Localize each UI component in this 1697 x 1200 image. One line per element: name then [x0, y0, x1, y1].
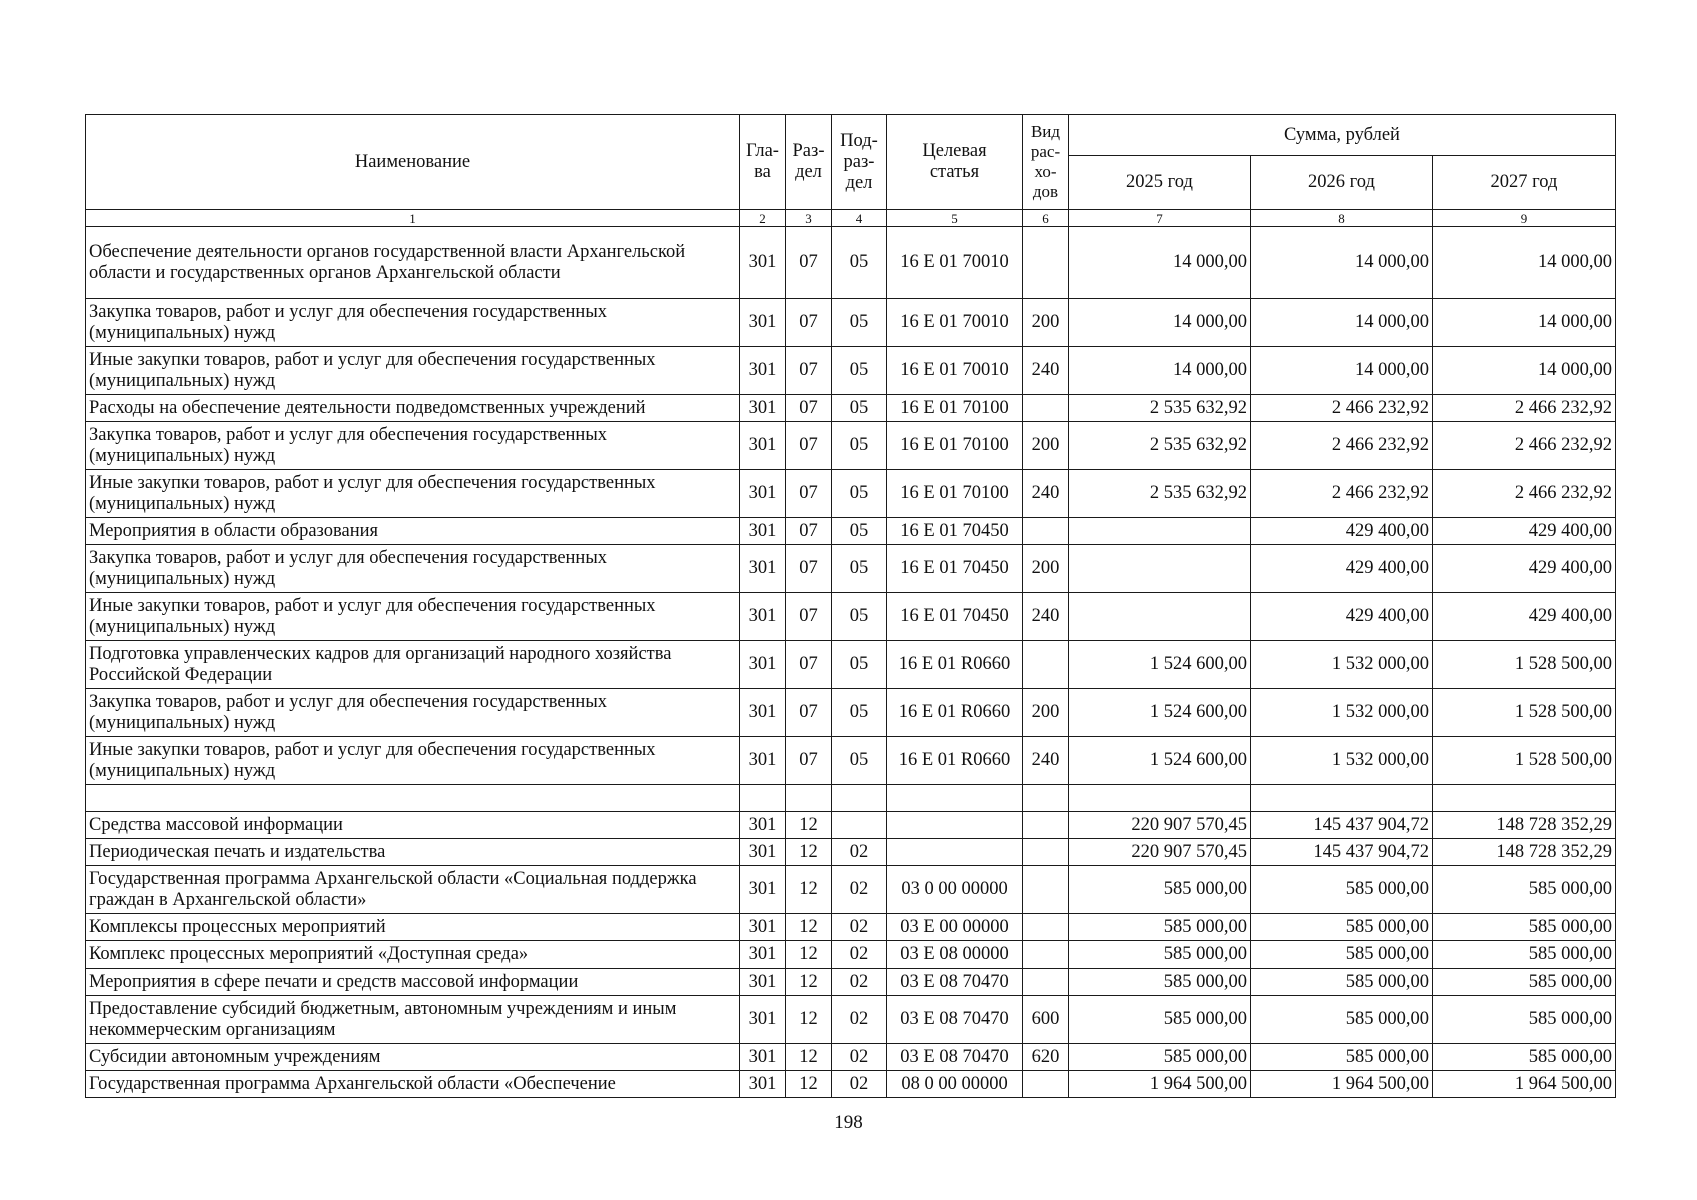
colnum: 2	[740, 210, 786, 227]
row-tselevaya-statya	[887, 812, 1023, 839]
table-row	[86, 593, 1616, 641]
row-podrazdel: 05	[832, 518, 887, 545]
row-name: Иные закупки товаров, работ и услуг для обеспечения государственных (муниципальных) нужд	[86, 593, 740, 641]
row-name: Периодическая печать и издательства	[86, 839, 740, 866]
row-tselevaya-statya: 16 Е 01 70100	[887, 422, 1023, 470]
table-row	[86, 518, 1616, 545]
row-name: Субсидии автономным учреждениям	[86, 1044, 740, 1071]
row-glava: 301	[740, 395, 786, 422]
row-tselevaya-statya: 16 Е 01 R0660	[887, 689, 1023, 737]
row-sum-2025: 585 000,00	[1069, 941, 1251, 969]
row-razdel: 07	[786, 518, 832, 545]
row-podrazdel: 02	[832, 866, 887, 914]
row-sum-2026: 14 000,00	[1251, 227, 1433, 299]
row-podrazdel: 02	[832, 996, 887, 1044]
header-vid-raskhodov: Вид рас- хо- дов	[1023, 115, 1069, 210]
row-sum-2025: 1 524 600,00	[1069, 689, 1251, 737]
row-razdel: 12	[786, 1071, 832, 1098]
row-sum-2027: 2 466 232,92	[1433, 395, 1616, 422]
row-name: Средства массовой информации	[86, 812, 740, 839]
row-podrazdel: 05	[832, 593, 887, 641]
header-name: Наименование	[86, 115, 740, 210]
row-razdel: 07	[786, 227, 832, 299]
row-sum-2027: 1 528 500,00	[1433, 641, 1616, 689]
row-vid-raskhodov: 620	[1023, 1044, 1069, 1071]
table-row	[86, 227, 1616, 299]
row-razdel: 12	[786, 969, 832, 996]
row-vid-raskhodov	[1023, 812, 1069, 839]
row-sum-2025: 1 964 500,00	[1069, 1071, 1251, 1098]
row-razdel	[786, 785, 832, 812]
budget-table	[85, 114, 1616, 1098]
row-name: Государственная программа Архангельской области «Социальная поддержка граждан в Архангельской области»	[86, 866, 740, 914]
header-year-2026: 2026 год	[1251, 156, 1433, 210]
row-sum-2027: 14 000,00	[1433, 347, 1616, 395]
row-razdel: 07	[786, 593, 832, 641]
row-sum-2025: 585 000,00	[1069, 1044, 1251, 1071]
row-vid-raskhodov	[1023, 518, 1069, 545]
row-sum-2025	[1069, 545, 1251, 593]
row-sum-2027: 2 466 232,92	[1433, 422, 1616, 470]
row-vid-raskhodov: 240	[1023, 737, 1069, 785]
row-vid-raskhodov: 200	[1023, 422, 1069, 470]
row-tselevaya-statya: 03 Е 08 70470	[887, 969, 1023, 996]
row-vid-raskhodov	[1023, 395, 1069, 422]
table-row	[86, 422, 1616, 470]
row-vid-raskhodov	[1023, 839, 1069, 866]
row-sum-2027: 585 000,00	[1433, 941, 1616, 969]
row-tselevaya-statya: 16 Е 01 70450	[887, 545, 1023, 593]
row-vid-raskhodov	[1023, 941, 1069, 969]
header-razdel: Раз- дел	[786, 115, 832, 210]
row-vid-raskhodov	[1023, 969, 1069, 996]
row-podrazdel: 02	[832, 1071, 887, 1098]
row-tselevaya-statya: 03 0 00 00000	[887, 866, 1023, 914]
row-sum-2026: 14 000,00	[1251, 347, 1433, 395]
row-sum-2025: 14 000,00	[1069, 347, 1251, 395]
row-glava: 301	[740, 941, 786, 969]
colnum: 3	[786, 210, 832, 227]
row-sum-2027: 1 528 500,00	[1433, 689, 1616, 737]
row-tselevaya-statya: 03 Е 08 00000	[887, 941, 1023, 969]
colnum: 6	[1023, 210, 1069, 227]
row-glava: 301	[740, 914, 786, 941]
row-podrazdel: 05	[832, 737, 887, 785]
row-glava: 301	[740, 1071, 786, 1098]
row-sum-2026: 585 000,00	[1251, 866, 1433, 914]
row-podrazdel: 05	[832, 347, 887, 395]
row-glava: 301	[740, 227, 786, 299]
row-sum-2025: 220 907 570,45	[1069, 812, 1251, 839]
row-name: Предоставление субсидий бюджетным, автономным учреждениям и иным некоммерческим организациям	[86, 996, 740, 1044]
header-year-2025: 2025 год	[1069, 156, 1251, 210]
row-razdel: 07	[786, 470, 832, 518]
row-tselevaya-statya: 16 Е 01 R0660	[887, 641, 1023, 689]
row-sum-2025: 585 000,00	[1069, 866, 1251, 914]
table-row	[86, 737, 1616, 785]
row-sum-2025: 2 535 632,92	[1069, 422, 1251, 470]
row-glava: 301	[740, 839, 786, 866]
row-razdel: 07	[786, 545, 832, 593]
row-razdel: 07	[786, 422, 832, 470]
row-sum-2026: 2 466 232,92	[1251, 470, 1433, 518]
row-razdel: 12	[786, 839, 832, 866]
row-vid-raskhodov	[1023, 1071, 1069, 1098]
row-sum-2027: 585 000,00	[1433, 914, 1616, 941]
row-podrazdel: 05	[832, 227, 887, 299]
row-tselevaya-statya: 03 Е 08 70470	[887, 1044, 1023, 1071]
row-sum-2026: 585 000,00	[1251, 1044, 1433, 1071]
row-sum-2026: 429 400,00	[1251, 545, 1433, 593]
row-sum-2027: 429 400,00	[1433, 518, 1616, 545]
row-glava: 301	[740, 1044, 786, 1071]
table-row	[86, 1044, 1616, 1071]
row-name: Мероприятия в области образования	[86, 518, 740, 545]
row-name: Государственная программа Архангельской области «Обеспечение	[86, 1071, 740, 1098]
header-year-2027: 2027 год	[1433, 156, 1616, 210]
table-row	[86, 1071, 1616, 1098]
table-row	[86, 395, 1616, 422]
row-razdel: 07	[786, 395, 832, 422]
row-vid-raskhodov: 240	[1023, 347, 1069, 395]
row-sum-2025: 14 000,00	[1069, 227, 1251, 299]
row-glava: 301	[740, 545, 786, 593]
row-tselevaya-statya	[887, 785, 1023, 812]
row-vid-raskhodov	[1023, 227, 1069, 299]
row-glava: 301	[740, 299, 786, 347]
row-sum-2027: 14 000,00	[1433, 227, 1616, 299]
colnum: 1	[86, 210, 740, 227]
row-sum-2026	[1251, 785, 1433, 812]
row-razdel: 07	[786, 641, 832, 689]
row-glava: 301	[740, 422, 786, 470]
row-vid-raskhodov	[1023, 866, 1069, 914]
row-sum-2025: 585 000,00	[1069, 969, 1251, 996]
row-name: Комплексы процессных мероприятий	[86, 914, 740, 941]
row-glava: 301	[740, 866, 786, 914]
row-name: Иные закупки товаров, работ и услуг для обеспечения государственных (муниципальных) нужд	[86, 347, 740, 395]
row-vid-raskhodov	[1023, 641, 1069, 689]
row-sum-2025: 1 524 600,00	[1069, 641, 1251, 689]
table-row	[86, 689, 1616, 737]
row-tselevaya-statya: 16 Е 01 70010	[887, 299, 1023, 347]
row-tselevaya-statya: 03 Е 00 00000	[887, 914, 1023, 941]
row-sum-2026: 429 400,00	[1251, 518, 1433, 545]
table-row	[86, 914, 1616, 941]
row-sum-2027: 585 000,00	[1433, 969, 1616, 996]
row-razdel: 12	[786, 812, 832, 839]
header-summa: Сумма, рублей	[1069, 115, 1616, 156]
row-sum-2026: 2 466 232,92	[1251, 422, 1433, 470]
row-sum-2027: 2 466 232,92	[1433, 470, 1616, 518]
row-glava: 301	[740, 996, 786, 1044]
row-razdel: 07	[786, 689, 832, 737]
row-glava: 301	[740, 737, 786, 785]
table-row	[86, 641, 1616, 689]
row-sum-2025	[1069, 593, 1251, 641]
row-razdel: 12	[786, 914, 832, 941]
row-podrazdel: 02	[832, 969, 887, 996]
row-sum-2027	[1433, 785, 1616, 812]
table-body	[86, 227, 1616, 1098]
row-sum-2026: 1 532 000,00	[1251, 641, 1433, 689]
row-podrazdel: 05	[832, 641, 887, 689]
row-vid-raskhodov	[1023, 914, 1069, 941]
row-sum-2026: 145 437 904,72	[1251, 839, 1433, 866]
row-vid-raskhodov: 240	[1023, 470, 1069, 518]
row-podrazdel: 02	[832, 839, 887, 866]
row-sum-2026: 585 000,00	[1251, 941, 1433, 969]
row-tselevaya-statya: 16 Е 01 70450	[887, 593, 1023, 641]
table-row	[86, 347, 1616, 395]
row-tselevaya-statya: 16 Е 01 70100	[887, 470, 1023, 518]
row-sum-2026: 1 964 500,00	[1251, 1071, 1433, 1098]
row-sum-2025	[1069, 518, 1251, 545]
row-name: Иные закупки товаров, работ и услуг для обеспечения государственных (муниципальных) нужд	[86, 737, 740, 785]
row-tselevaya-statya: 03 Е 08 70470	[887, 996, 1023, 1044]
table-row	[86, 470, 1616, 518]
row-sum-2026: 585 000,00	[1251, 996, 1433, 1044]
row-podrazdel: 02	[832, 941, 887, 969]
row-sum-2027: 14 000,00	[1433, 299, 1616, 347]
row-sum-2025: 14 000,00	[1069, 299, 1251, 347]
row-sum-2026: 14 000,00	[1251, 299, 1433, 347]
header-glava: Гла- ва	[740, 115, 786, 210]
row-razdel: 07	[786, 299, 832, 347]
row-sum-2025: 585 000,00	[1069, 996, 1251, 1044]
row-name: Расходы на обеспечение деятельности подведомственных учреждений	[86, 395, 740, 422]
table-row	[86, 839, 1616, 866]
row-name: Закупка товаров, работ и услуг для обеспечения государственных (муниципальных) нужд	[86, 689, 740, 737]
row-vid-raskhodov: 200	[1023, 299, 1069, 347]
row-sum-2027: 429 400,00	[1433, 593, 1616, 641]
row-name	[86, 785, 740, 812]
row-razdel: 12	[786, 1044, 832, 1071]
row-podrazdel: 02	[832, 914, 887, 941]
row-sum-2026: 145 437 904,72	[1251, 812, 1433, 839]
row-podrazdel	[832, 812, 887, 839]
row-sum-2025: 1 524 600,00	[1069, 737, 1251, 785]
row-razdel: 12	[786, 941, 832, 969]
row-razdel: 12	[786, 996, 832, 1044]
row-razdel: 07	[786, 347, 832, 395]
row-tselevaya-statya: 08 0 00 00000	[887, 1071, 1023, 1098]
row-name: Закупка товаров, работ и услуг для обеспечения государственных (муниципальных) нужд	[86, 422, 740, 470]
row-sum-2026: 585 000,00	[1251, 969, 1433, 996]
row-vid-raskhodov: 240	[1023, 593, 1069, 641]
row-tselevaya-statya: 16 Е 01 70010	[887, 347, 1023, 395]
table-row	[86, 996, 1616, 1044]
row-glava: 301	[740, 641, 786, 689]
row-podrazdel: 05	[832, 395, 887, 422]
row-name: Обеспечение деятельности органов государственной власти Архангельской области и государственных органов Архангельской области	[86, 227, 740, 299]
row-sum-2025: 2 535 632,92	[1069, 470, 1251, 518]
row-glava: 301	[740, 470, 786, 518]
row-sum-2027: 585 000,00	[1433, 866, 1616, 914]
row-vid-raskhodov	[1023, 785, 1069, 812]
row-vid-raskhodov: 200	[1023, 689, 1069, 737]
row-sum-2027: 429 400,00	[1433, 545, 1616, 593]
colnum: 9	[1433, 210, 1616, 227]
row-sum-2026: 1 532 000,00	[1251, 689, 1433, 737]
table-row	[86, 299, 1616, 347]
table-row	[86, 969, 1616, 996]
page-number: 198	[834, 1112, 863, 1133]
row-sum-2027: 585 000,00	[1433, 1044, 1616, 1071]
row-name: Иные закупки товаров, работ и услуг для обеспечения государственных (муниципальных) нужд	[86, 470, 740, 518]
row-vid-raskhodov: 200	[1023, 545, 1069, 593]
row-podrazdel: 05	[832, 299, 887, 347]
row-tselevaya-statya: 16 Е 01 70100	[887, 395, 1023, 422]
header-podrazdel: Под- раз- дел	[832, 115, 887, 210]
row-sum-2027: 585 000,00	[1433, 996, 1616, 1044]
row-glava: 301	[740, 593, 786, 641]
row-podrazdel: 05	[832, 689, 887, 737]
row-glava: 301	[740, 969, 786, 996]
row-glava: 301	[740, 518, 786, 545]
row-podrazdel: 02	[832, 1044, 887, 1071]
row-name: Закупка товаров, работ и услуг для обеспечения государственных (муниципальных) нужд	[86, 545, 740, 593]
colnum: 8	[1251, 210, 1433, 227]
row-sum-2027: 1 528 500,00	[1433, 737, 1616, 785]
row-podrazdel	[832, 785, 887, 812]
row-sum-2026: 429 400,00	[1251, 593, 1433, 641]
row-tselevaya-statya: 16 Е 01 R0660	[887, 737, 1023, 785]
table-row	[86, 941, 1616, 969]
row-name: Закупка товаров, работ и услуг для обеспечения государственных (муниципальных) нужд	[86, 299, 740, 347]
row-sum-2027: 148 728 352,29	[1433, 839, 1616, 866]
row-sum-2026: 585 000,00	[1251, 914, 1433, 941]
row-sum-2026: 2 466 232,92	[1251, 395, 1433, 422]
row-name: Комплекс процессных мероприятий «Доступная среда»	[86, 941, 740, 969]
row-glava: 301	[740, 812, 786, 839]
row-tselevaya-statya: 16 Е 01 70010	[887, 227, 1023, 299]
table-row	[86, 545, 1616, 593]
row-glava: 301	[740, 347, 786, 395]
row-glava	[740, 785, 786, 812]
row-name: Подготовка управленческих кадров для организаций народного хозяйства Российской Федерации	[86, 641, 740, 689]
table-row	[86, 866, 1616, 914]
row-sum-2025: 2 535 632,92	[1069, 395, 1251, 422]
table-row	[86, 812, 1616, 839]
header-tselevaya-statya: Целевая статья	[887, 115, 1023, 210]
row-sum-2026: 1 532 000,00	[1251, 737, 1433, 785]
row-sum-2025: 220 907 570,45	[1069, 839, 1251, 866]
colnum: 7	[1069, 210, 1251, 227]
row-name: Мероприятия в сфере печати и средств массовой информации	[86, 969, 740, 996]
row-sum-2027: 1 964 500,00	[1433, 1071, 1616, 1098]
row-razdel: 07	[786, 737, 832, 785]
row-podrazdel: 05	[832, 545, 887, 593]
row-sum-2025	[1069, 785, 1251, 812]
row-glava: 301	[740, 689, 786, 737]
row-sum-2025: 585 000,00	[1069, 914, 1251, 941]
row-podrazdel: 05	[832, 422, 887, 470]
row-podrazdel: 05	[832, 470, 887, 518]
colnum: 4	[832, 210, 887, 227]
row-vid-raskhodov: 600	[1023, 996, 1069, 1044]
row-tselevaya-statya	[887, 839, 1023, 866]
row-tselevaya-statya: 16 Е 01 70450	[887, 518, 1023, 545]
row-razdel: 12	[786, 866, 832, 914]
colnum: 5	[887, 210, 1023, 227]
table-row	[86, 785, 1616, 812]
row-sum-2027: 148 728 352,29	[1433, 812, 1616, 839]
